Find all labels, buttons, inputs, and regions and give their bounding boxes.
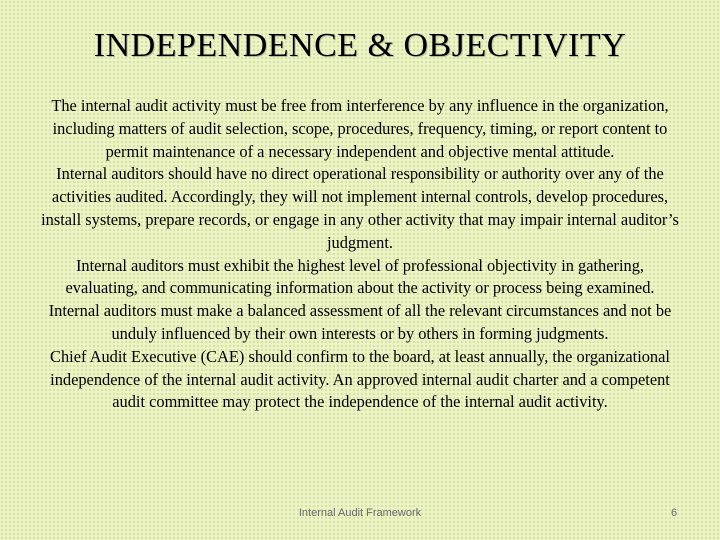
paragraph-cae: Chief Audit Executive (CAE) should confirm to the board, at least annually, the organizational independence of the internal audit activity. An approved internal audit charter and a competent audit committee may protect the independence of the internal audit activity. — [50, 346, 670, 412]
paragraph-operational-responsibility: Internal auditors should have no direct operational responsibility or authority over any of the activities audited. Accordingly, they will not implement internal controls, develop procedures, install systems, prepare records, or engage in any other activity that may impair internal auditor’s judgment. — [41, 164, 679, 252]
paragraph-objectivity: Internal auditors must exhibit the highest level of professional objectivity in gathering, evaluating, and communicating information about the activity or process being examined. Internal auditors must make a balanced assessment of all the relevant circumstances and not be unduly influenced by their own interests or by others in forming judgments. — [48, 255, 672, 343]
paragraph-independence: The internal audit activity must be free from interference by any influence in the organization, including matters of audit selection, scope, procedures, frequency, timing, or report content to permit maintenance of a necessary independent and objective mental attitude. — [51, 96, 669, 161]
slide-footer: Internal Audit Framework — [298, 507, 422, 519]
slide-title: INDEPENDENCE & OBJECTIVITY — [93, 27, 627, 64]
page-number: 6 — [670, 507, 678, 519]
slide-body — [40, 95, 680, 414]
